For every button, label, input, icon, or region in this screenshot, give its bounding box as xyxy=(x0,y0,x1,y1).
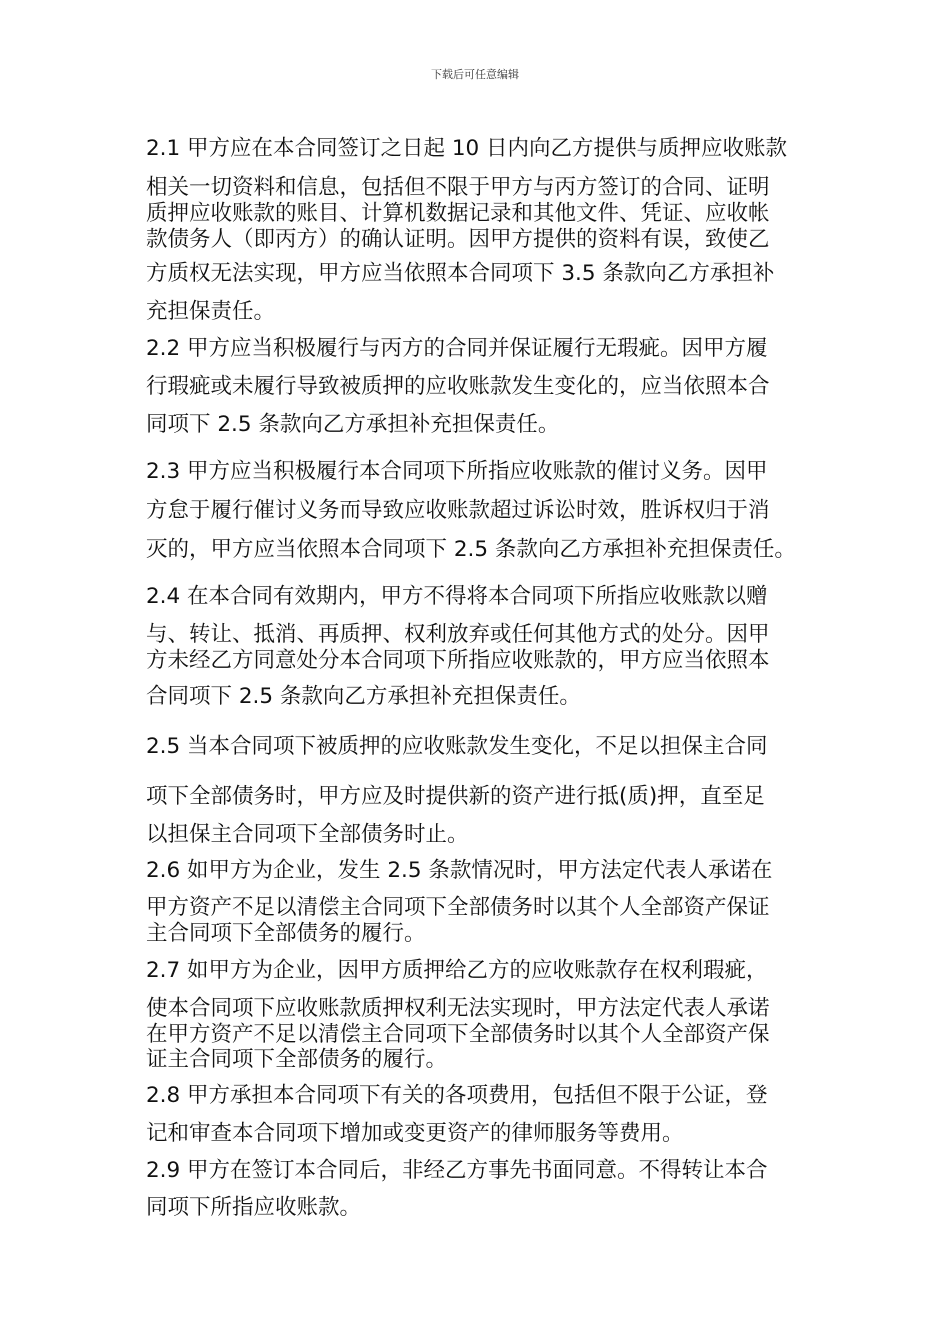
text-line: 同项下所指应收账款。 xyxy=(146,1195,362,1220)
text-line: 甲方资产不足以清偿主合同项下全部债务时以其个人全部资产保证 xyxy=(146,895,770,920)
text-line: 2.3 甲方应当积极履行本合同项下所指应收账款的催讨义务。因甲 xyxy=(146,459,768,484)
text-line: 灭的，甲方应当依照本合同项下 2.5 条款向乙方承担补充担保责任。 xyxy=(146,537,796,562)
text-line: 款债务人（即丙方）的确认证明。因甲方提供的资料有误，致使乙 xyxy=(146,227,770,252)
text-line: 记和审查本合同项下增加或变更资产的律师服务等费用。 xyxy=(146,1121,684,1146)
text-line: 以担保主合同项下全部债务时止。 xyxy=(146,822,469,847)
text-line: 同项下 2.5 条款向乙方承担补充担保责任。 xyxy=(146,412,560,437)
text-line: 2.2 甲方应当积极履行与丙方的合同并保证履行无瑕疵。因甲方履 xyxy=(146,336,768,361)
text-line: 充担保责任。 xyxy=(146,299,276,324)
text-line: 行瑕疵或未履行导致被质押的应收账款发生变化的，应当依照本合 xyxy=(146,374,770,399)
text-line: 方怠于履行催讨义务而导致应收账款超过诉讼时效，胜诉权归于消 xyxy=(146,498,770,523)
text-line: 与、转让、抵消、再质押、权利放弃或任何其他方式的处分。因甲 xyxy=(146,622,770,647)
text-line: 2.9 甲方在签订本合同后，非经乙方事先书面同意。不得转让本合 xyxy=(146,1158,768,1183)
text-line: 在甲方资产不足以清偿主合同项下全部债务时以其个人全部资产保 xyxy=(146,1022,770,1047)
text-line: 2.1 甲方应在本合同签订之日起 10 日内向乙方提供与质押应收账款 xyxy=(146,136,788,161)
text-line: 2.6 如甲方为企业，发生 2.5 条款情况时，甲方法定代表人承诺在 xyxy=(146,858,773,883)
text-line: 2.4 在本合同有效期内，甲方不得将本合同项下所指应收账款以赠 xyxy=(146,584,768,609)
text-line: 项下全部债务时，甲方应及时提供新的资产进行抵(质)押，直至足 xyxy=(146,784,765,809)
text-line: 2.8 甲方承担本合同项下有关的各项费用，包括但不限于公证，登 xyxy=(146,1083,768,1108)
text-line: 2.5 当本合同项下被质押的应收账款发生变化，不足以担保主合同 xyxy=(146,734,768,759)
text-line: 合同项下 2.5 条款向乙方承担补充担保责任。 xyxy=(146,684,581,709)
text-line: 方质权无法实现，甲方应当依照本合同项下 3.5 条款向乙方承担补 xyxy=(146,261,775,286)
text-line: 方未经乙方同意处分本合同项下所指应收账款的，甲方应当依照本 xyxy=(146,648,770,673)
text-line: 证主合同项下全部债务的履行。 xyxy=(146,1047,448,1072)
text-line: 相关一切资料和信息，包括但不限于甲方与丙方签订的合同、证明 xyxy=(146,175,770,200)
text-line: 使本合同项下应收账款质押权利无法实现时，甲方法定代表人承诺 xyxy=(146,996,770,1021)
text-line: 主合同项下全部债务的履行。 xyxy=(146,921,426,946)
text-line: 2.7 如甲方为企业，因甲方质押给乙方的应收账款存在权利瑕疵， xyxy=(146,958,768,983)
page-header: 下载后可任意编辑 xyxy=(431,68,519,81)
text-line: 质押应收账款的账目、计算机数据记录和其他文件、凭证、应收帐 xyxy=(146,201,770,226)
